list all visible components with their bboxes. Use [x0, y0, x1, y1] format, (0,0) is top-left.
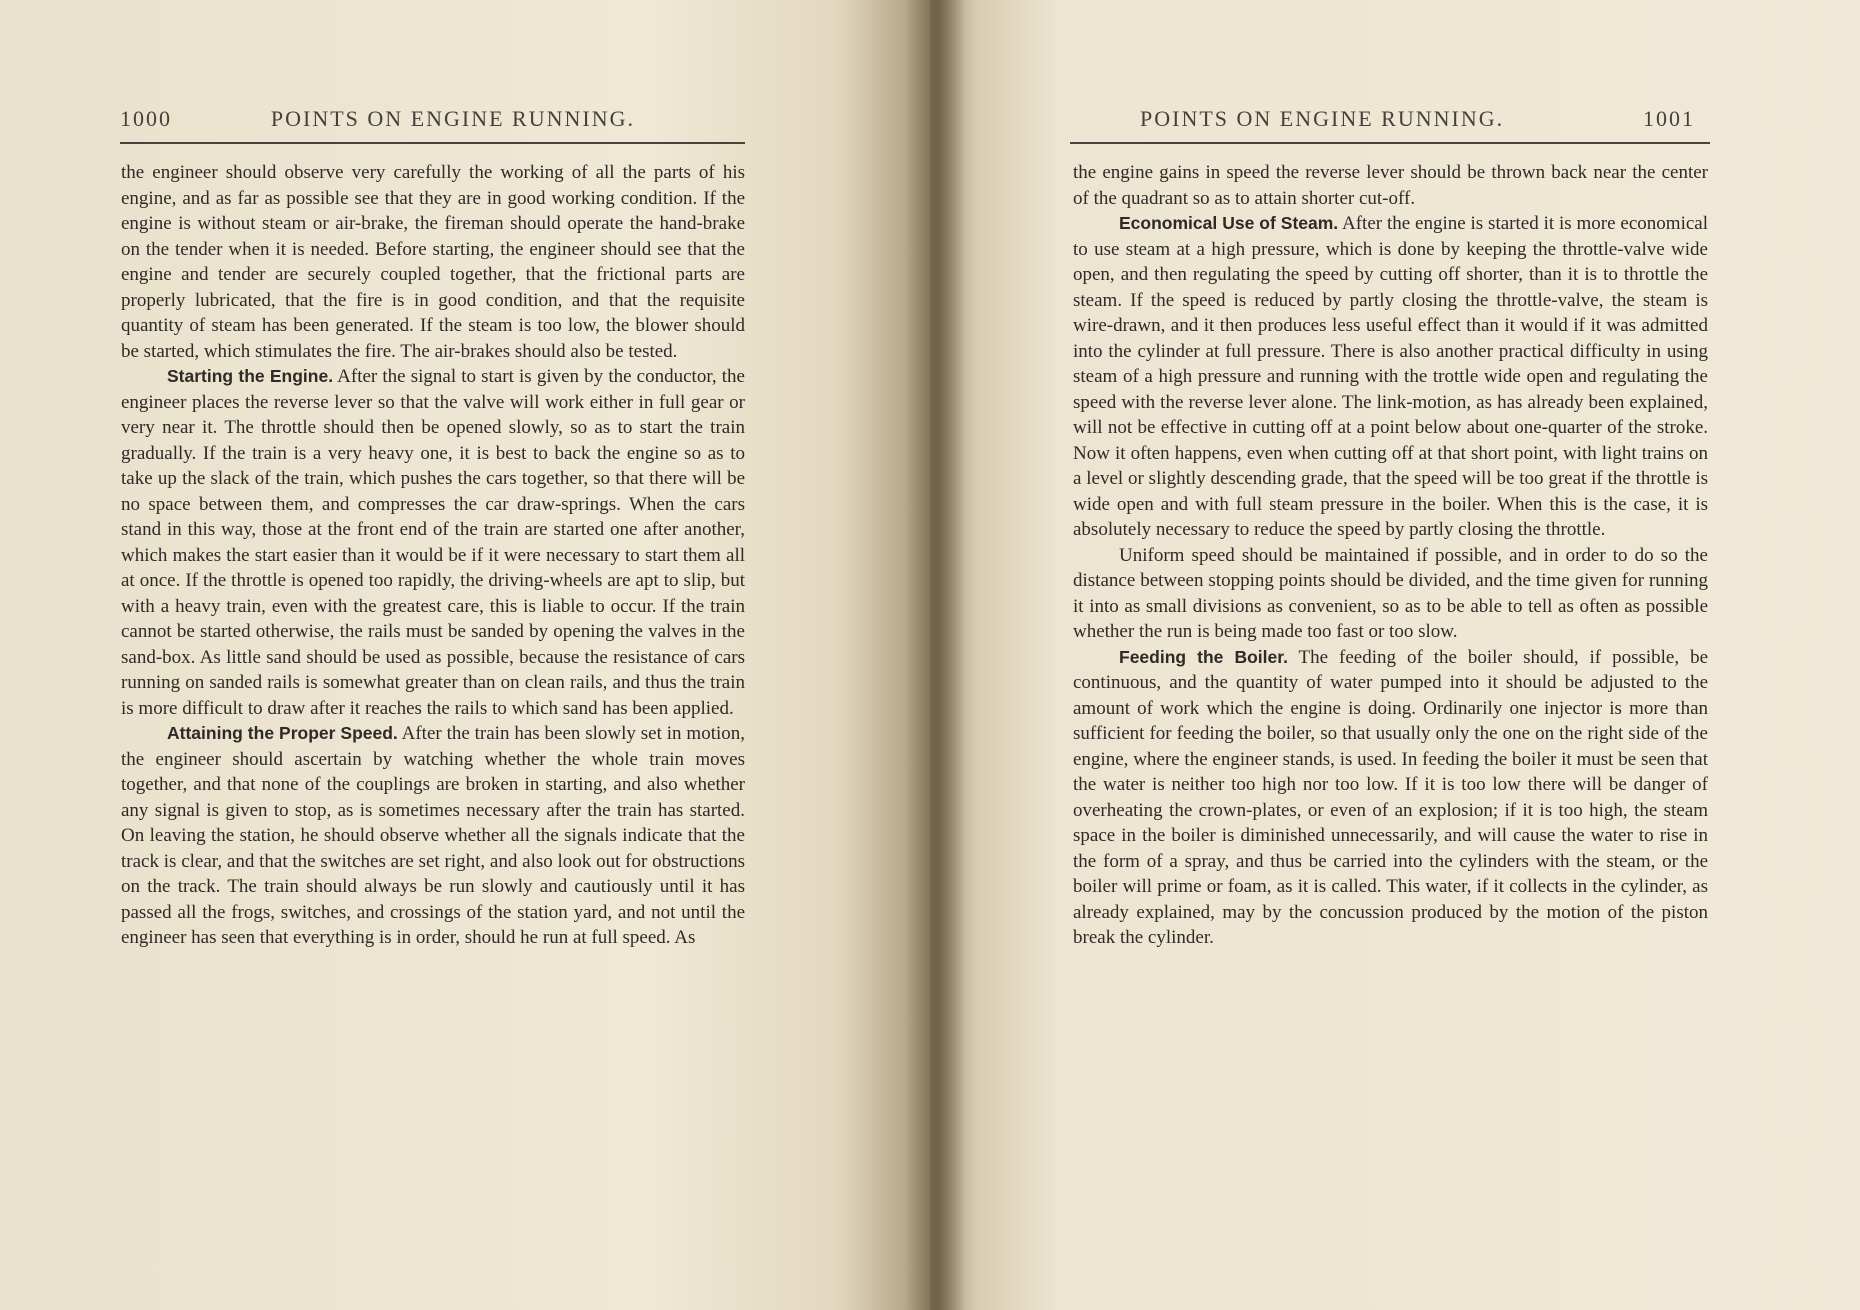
right-header-rule — [1070, 142, 1710, 144]
paragraph-text: the engineer should observe very carefully the working of all the parts of his engine, and as far as possible see that they are in good working condition. If the engine is without steam or air-brake, the fireman should operate the hand-brake on the tender when it is needed. Before starting, the engineer should see that the engine and tender are securely coupled together, that the frictional parts are properly lubricated, that the fire is in good condition, and that the requisite quantity of steam has been generated. If the steam is too low, the blower should be started, which stimulates the fire. The air-brakes should also be tested. — [121, 162, 745, 362]
section-heading-feeding-boiler: Feeding the Boiler. — [1119, 646, 1288, 667]
right-page-number: 1001 — [1643, 106, 1695, 131]
paragraph-text: After the engine is started it is more economical to use steam at a high pressure, which is done by keeping the throttle-valve wide open, and then regulating the speed by cutting off shorter, than it is to throttle the steam. If the speed is reduced by partly closing the throttle-valve, the steam is wire-drawn, and it then produces less useful effect than it would if it was admitted into the cylinder at full pressure. There is also another practical difficulty in using steam of a high pressure and running with the trottle wide open and regulating the speed with the reverse lever alone. The link-motion, as has already been explained, will not be effective in cutting off at a point below about one-quarter of the stroke. Now it often happens, even when cutting off at that short point, with light trains on a level or slightly descending grade, that the speed will be too great if the throttle is wide open and with full steam pressure in the boiler. When this is the case, it is absolutely necessary to reduce the speed by partly closing the throttle. — [1073, 213, 1708, 540]
section-heading-starting-engine: Starting the Engine. — [167, 366, 334, 386]
paragraph-text: Uniform speed should be maintained if possible, and in order to do so the distance between stopping points should be divided, and the time given for running it into as small divisions as convenient, so as to be able to tell as often as possible whether the run is being made too fast or too slow. — [1073, 544, 1708, 642]
right-page — [930, 0, 1860, 1310]
paragraph-text: After the signal to start is given by the conductor, the engineer places the reverse lever so that the valve will work either in full gear or very near it. The throttle should then be opened slowly, so as to start the train gradually. If the train is a very heavy one, it is best to back the engine so as to take up the slack of the train, which pushes the cars together, so that there will be no space between them, and compresses the car draw-springs. When the cars stand in this way, those at the front end of the train are started one after another, which makes the start easier than it would be if it were necessary to start them all at once. If the throttle is opened too rapidly, the driving-wheels are apt to slip, but with a heavy train, even with the greatest care, this is liable to occur. If the train cannot be started otherwise, the rails must be sanded by opening the valves in the sand-box. As little sand should be used as possible, because the resistance of cars running on sanded rails is somewhat greater than on clean rails, and thus the train is more difficult to draw after it reaches the rails to which sand has been applied. — [121, 366, 745, 719]
right-paragraph-3 — [1073, 543, 1708, 645]
section-heading-proper-speed: Attaining the Proper Speed. — [167, 723, 398, 743]
paragraph-text: The feeding of the boiler should, if possible, be continuous, and the quantity of water pumped into it should be adjusted to the amount of work which the engine is doing. Ordinarily one injector is more than sufficient for feeding the boiler, so that usually only the one on the right side of the engine, where the engineer stands, is used. In feeding the boiler it must be seen that the water is neither too high nor too low. If it is too low there will be danger of overheating the crown-plates, or even of an explosion; if it is too high, the steam space in the boiler is diminished unnecessarily, and will cause the water to rise in the form of a spray, and thus be carried into the cylinders with the steam, or the boiler will prime or foam, as it is called. This water, if it collects in the cylinder, as already explained, may by the concussion produced by the motion of the piston break the cylinder. — [1073, 646, 1708, 948]
left-running-title: POINTS ON ENGINE RUNNING. — [270, 106, 635, 131]
left-paragraph-2 — [121, 364, 745, 721]
left-page-header — [120, 106, 745, 140]
left-paragraph-3 — [121, 721, 745, 951]
right-body-text — [1073, 160, 1708, 951]
paragraph-text: After the train has been slowly set in motion, the engineer should ascertain by watching whether the whole train moves together, and that none of the couplings are broken in starting, and also whether any signal is given to stop, as is sometimes necessary after the train has started. On leaving the station, he should observe whether all the signals indicate that the track is clear, and that the switches are set right, and also look out for obstructions on the track. The train should always be run slowly and cautiously until it has passed all the frogs, switches, and crossings of the station yard, and not until the engineer has seen that everything is in order, should he run at full speed. As — [121, 723, 745, 948]
left-paragraph-1 — [121, 160, 745, 364]
right-page-header — [1070, 106, 1695, 140]
paragraph-text: the engine gains in speed the reverse lever should be thrown back near the center of the quadrant so as to attain shorter cut-off. — [1073, 162, 1708, 209]
right-paragraph-1 — [1073, 160, 1708, 211]
right-running-title: POINTS ON ENGINE RUNNING. — [1140, 106, 1505, 131]
right-paragraph-4 — [1073, 645, 1708, 951]
left-body-text — [121, 160, 745, 951]
left-page-number: 1000 — [120, 106, 172, 131]
left-header-rule — [120, 142, 745, 144]
section-heading-economical-steam: Economical Use of Steam. — [1119, 213, 1339, 233]
right-paragraph-2 — [1073, 211, 1708, 543]
